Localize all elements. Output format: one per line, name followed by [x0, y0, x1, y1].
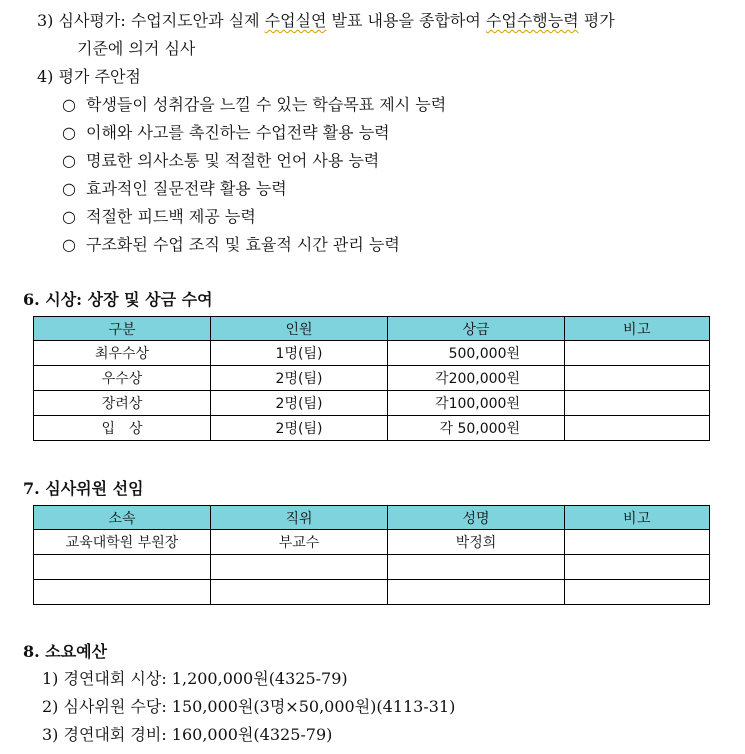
criteria-text: 효과적인 질문전략 활용 능력	[86, 179, 287, 198]
table-cell: 2명(팀)	[211, 366, 388, 391]
budget-item: 1) 경연대회 시상: 1,200,000원(4325-79)	[42, 669, 348, 688]
table-row	[34, 341, 710, 366]
column-header: 인원	[211, 317, 388, 341]
table-cell: 각200,000원	[388, 366, 565, 391]
column-header: 상금	[388, 317, 565, 341]
column-header: 구분	[34, 317, 211, 341]
table-cell	[211, 555, 388, 580]
column-header: 성명	[388, 506, 565, 530]
criteria-text: 명료한 의사소통 및 적절한 언어 사용 능력	[86, 151, 380, 170]
table-cell: 입 상	[34, 416, 211, 441]
table-cell: 최우수상	[34, 341, 211, 366]
table-cell	[34, 580, 211, 605]
table-cell: 2명(팀)	[211, 416, 388, 441]
table-cell	[565, 580, 710, 605]
evaluation-item-3	[37, 11, 615, 31]
judges-table	[33, 505, 710, 605]
circle-bullet-icon: ○	[62, 235, 76, 254]
criteria-bullet	[62, 207, 256, 227]
awards-table	[33, 316, 710, 441]
item-text-part: 발표 내용을 종합하여	[326, 11, 486, 30]
table-cell: 1명(팀)	[211, 341, 388, 366]
section-7-heading: 7. 심사위원 선임	[23, 479, 144, 498]
table-cell	[388, 580, 565, 605]
criteria-text: 이해와 사고를 촉진하는 수업전략 활용 능력	[86, 123, 390, 142]
criteria-bullet	[62, 151, 379, 171]
table-header-row	[34, 506, 710, 530]
table-cell: 장려상	[34, 391, 211, 416]
item-number: 3)	[37, 11, 54, 30]
section-8-heading: 8. 소요예산	[23, 642, 108, 661]
table-cell	[211, 580, 388, 605]
criteria-bullet	[62, 235, 400, 255]
item-text-part: 심사평가: 수업지도안과 실제	[58, 11, 265, 30]
table-cell: 각100,000원	[388, 391, 565, 416]
circle-bullet-icon: ○	[62, 151, 76, 170]
criteria-text: 학생들이 성취감을 느낄 수 있는 학습목표 제시 능력	[86, 95, 447, 114]
item-text-part: 평가	[578, 11, 615, 30]
table-row	[34, 580, 710, 605]
column-header: 비고	[565, 317, 710, 341]
circle-bullet-icon: ○	[62, 95, 76, 114]
criteria-bullet	[62, 123, 390, 143]
column-header: 비고	[565, 506, 710, 530]
table-cell: 우수상	[34, 366, 211, 391]
circle-bullet-icon: ○	[62, 123, 76, 142]
table-cell	[565, 416, 710, 441]
evaluation-item-3-continuation: 기준에 의거 심사	[77, 39, 196, 58]
table-row	[34, 530, 710, 555]
criteria-bullet	[62, 95, 446, 115]
spellcheck-flagged-word: 수업실연	[264, 11, 327, 30]
circle-bullet-icon: ○	[62, 207, 76, 226]
table-cell	[34, 555, 211, 580]
budget-item: 2) 심사위원 수당: 150,000원(3명×50,000원)(4113-31)	[42, 697, 456, 716]
table-cell	[565, 366, 710, 391]
table-cell: 교육대학원 부원장	[34, 530, 211, 555]
criteria-bullet	[62, 179, 287, 199]
circle-bullet-icon: ○	[62, 179, 76, 198]
table-row	[34, 416, 710, 441]
table-cell	[565, 555, 710, 580]
column-header: 소속	[34, 506, 211, 530]
spellcheck-flagged-word: 수업수행능력	[485, 11, 579, 30]
column-header: 직위	[211, 506, 388, 530]
table-row	[34, 555, 710, 580]
criteria-text: 구조화된 수업 조직 및 효율적 시간 관리 능력	[86, 235, 400, 254]
table-cell: 각 50,000원	[388, 416, 565, 441]
table-row	[34, 391, 710, 416]
table-cell	[565, 341, 710, 366]
table-cell: 부교수	[211, 530, 388, 555]
table-cell	[388, 555, 565, 580]
table-row	[34, 366, 710, 391]
section-6-heading: 6. 시상: 상장 및 상금 수여	[23, 290, 213, 309]
table-cell: 박정희	[388, 530, 565, 555]
criteria-text: 적절한 피드백 제공 능력	[86, 207, 256, 226]
table-cell	[565, 530, 710, 555]
table-cell: 2명(팀)	[211, 391, 388, 416]
evaluation-item-4: 4) 평가 주안점	[37, 67, 141, 86]
table-cell: 500,000원	[388, 341, 565, 366]
budget-item: 3) 경연대회 경비: 160,000원(4325-79)	[42, 725, 333, 744]
table-cell	[565, 391, 710, 416]
table-header-row	[34, 317, 710, 341]
